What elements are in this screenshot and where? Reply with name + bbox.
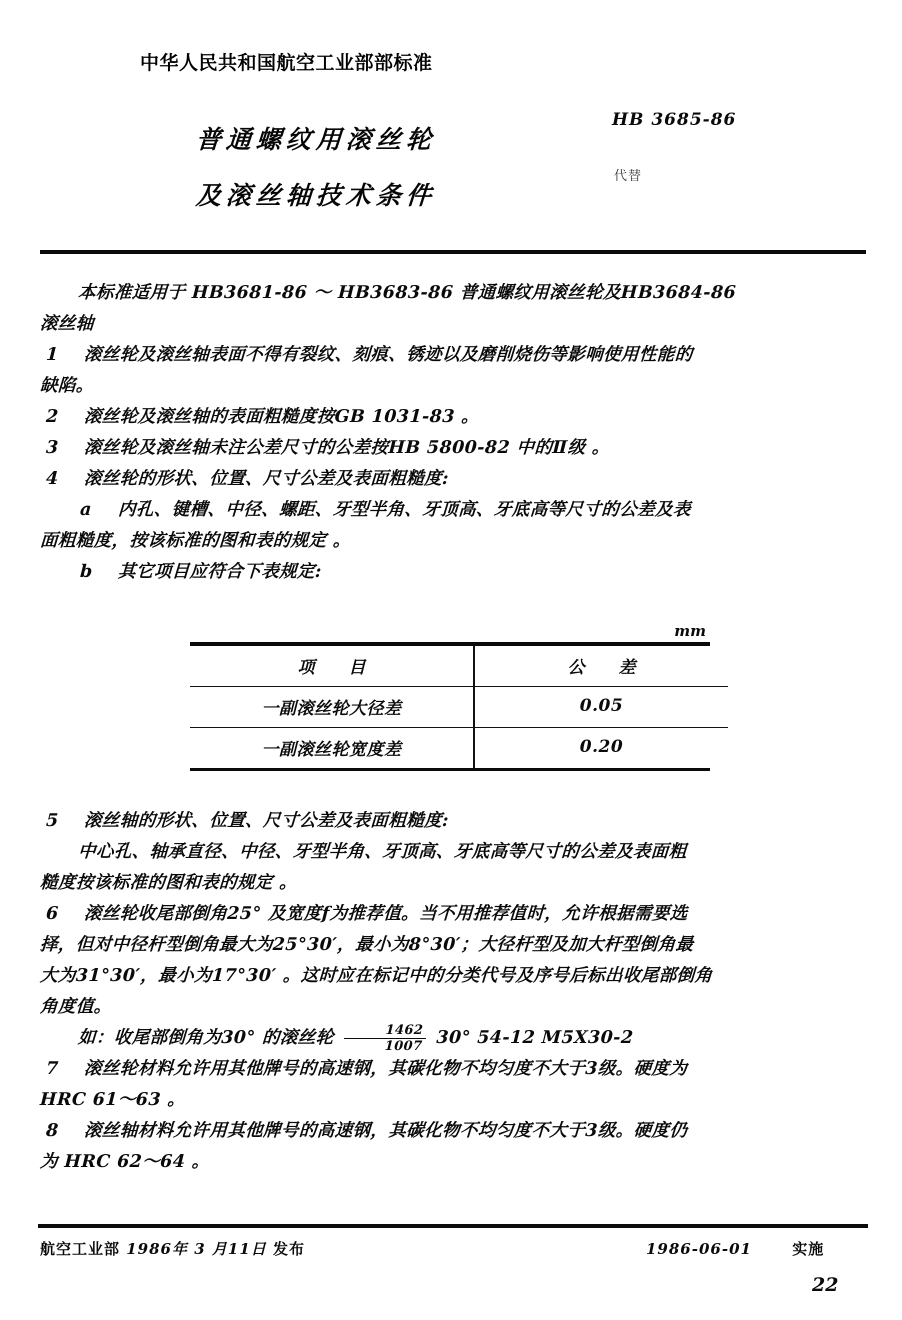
table-header-item: 项 目 (190, 646, 474, 687)
scope-paragraph-line-2: 滚丝轴 (39, 314, 95, 334)
footer-issue-date: 1986年 3 月11日 (126, 1240, 267, 1258)
clause-3-line-1: 滚丝轮及滚丝轴未注公差尺寸的公差按HB 5800-82 中的Ⅱ级 。 (83, 438, 611, 458)
marking-example-prefix: 如：收尾部倒角为30° 的滚丝轮 (77, 1028, 335, 1048)
clause-4-line-1: 滚丝轮的形状、位置、尺寸公差及表面粗糙度: (83, 469, 450, 489)
marking-example-suffix: 30° 54-12 M5X30-2 (435, 1028, 634, 1048)
clause-7-line-2: HRC 61～63 。 (39, 1090, 186, 1110)
clause-7-line-1: 滚丝轮材料允许用其他牌号的高速钢，其碳化物不均匀度不大于3级。硬度为 (83, 1059, 688, 1079)
clause-5-line-2: 中心孔、轴承直径、中径、牙型半角、牙顶高、牙底高等尺寸的公差及表面粗 (77, 842, 688, 862)
clause-8-line-2: 为 HRC 62～64 。 (39, 1152, 211, 1172)
clause-4-sub-b-line-1: 其它项目应符合下表规定: (117, 562, 323, 582)
clause-4-sub-a-line-2: 面粗糙度，按该标准的图和表的规定 。 (39, 531, 352, 551)
clause-6-line-4: 角度值。 (39, 997, 113, 1017)
clause-5 (39, 806, 871, 837)
tolerance-table-container (190, 622, 710, 771)
footer-effective-info (646, 1238, 824, 1259)
table-unit-label: mm (674, 622, 706, 640)
clause-8 (39, 1116, 871, 1147)
clause-6 (39, 899, 871, 930)
footer-issue-info (40, 1238, 305, 1259)
footer-issuer: 航空工业部 (40, 1240, 121, 1258)
clause-6-line-1: 滚丝轮收尾部倒角25° 及宽度f为推荐值。当不用推荐值时，允许根据需要选 (83, 904, 689, 924)
clause-4-sub-a (39, 495, 871, 526)
marking-example-fraction (343, 1024, 426, 1053)
clause-8-number: 8 (45, 1121, 60, 1141)
clause-4-number: 4 (45, 469, 60, 489)
table-cell-tolerance: 0.05 (474, 686, 728, 727)
document-body-continued (40, 806, 870, 1178)
clause-5-number: 5 (45, 811, 60, 831)
table-header-tolerance: 公 差 (474, 646, 728, 687)
clause-6-line-2: 择，但对中径杆型倒角最大为25°30′，最小为8°30′；大径杆型及加大杆型倒角最 (39, 935, 694, 955)
table-cell-tolerance: 0.20 (579, 737, 624, 757)
clause-2-line-1: 滚丝轮及滚丝轴的表面粗糙度按GB 1031-83 。 (83, 407, 480, 427)
clause-2-number: 2 (45, 407, 60, 427)
clause-4-sub-b-label: b (79, 562, 94, 582)
footer-divider-rule (38, 1224, 868, 1228)
clause-1-number: 1 (45, 345, 60, 365)
clause-8-line-1: 滚丝轴材料允许用其他牌号的高速钢，其碳化物不均匀度不大于3级。硬度仍 (83, 1121, 688, 1141)
clause-4-sub-a-label: a (79, 500, 93, 520)
table-row (190, 686, 728, 727)
footer-effective-date: 1986-06-01 (646, 1240, 752, 1258)
clause-6-number: 6 (45, 904, 60, 924)
clause-5-line-1: 滚丝轴的形状、位置、尺寸公差及表面粗糙度: (83, 811, 450, 831)
clause-3-number: 3 (45, 438, 60, 458)
marking-fraction-numerator: 1462 (385, 1023, 424, 1038)
clause-2 (39, 402, 871, 433)
table-header-row (190, 646, 728, 687)
page-number: 22 (812, 1274, 839, 1296)
clause-4-sub-a-line-1: 内孔、键槽、中径、螺距、牙型半角、牙顶高、牙底高等尺寸的公差及表 (117, 500, 692, 520)
table-bottom-rule (190, 768, 710, 772)
clause-7 (39, 1054, 871, 1085)
document-body (40, 278, 870, 588)
clause-1-line-1: 滚丝轮及滚丝轴表面不得有裂纹、刻痕、锈迹以及磨削烧伤等影响使用性能的 (83, 345, 694, 365)
document-title-line-1: 普通螺纹用滚丝轮 (195, 125, 438, 154)
table-row (190, 727, 728, 768)
marking-fraction-denominator: 1007 (343, 1038, 426, 1053)
footer-issue-verb: 发布 (273, 1240, 306, 1258)
issuing-authority-heading: 中华人民共和国航空工业部部标准 (140, 52, 433, 74)
clause-5-line-3: 糙度按该标准的图和表的规定 。 (39, 873, 298, 893)
replaces-label: 代替 (614, 169, 643, 184)
table-cell-item: 一副滚丝轮大径差 (190, 686, 474, 727)
standard-number: HB 3685-86 (612, 110, 737, 130)
clause-7-number: 7 (45, 1059, 60, 1079)
document-title-line-2: 及滚丝轴技术条件 (195, 181, 438, 210)
document-title (196, 112, 576, 224)
clause-3 (39, 433, 871, 464)
footer-effective-verb: 实施 (792, 1240, 825, 1258)
clause-6-line-3: 大为31°30′，最小为17°30′ 。这时应在标记中的分类代号及序号后标出收尾部倒角 (39, 966, 713, 986)
clause-1 (39, 340, 871, 371)
table-cell-item: 一副滚丝轮宽度差 (190, 727, 474, 768)
clause-1-line-2: 缺陷。 (39, 376, 95, 396)
scope-paragraph-line-1: 本标准适用于 HB3681-86 ～ HB3683-86 普通螺纹用滚丝轮及HB3684-86 (77, 283, 737, 303)
clause-4-sub-b (39, 557, 871, 588)
clause-4 (39, 464, 871, 495)
marking-example (39, 1023, 871, 1054)
header-divider-rule (40, 250, 866, 254)
tolerance-table (190, 646, 728, 768)
